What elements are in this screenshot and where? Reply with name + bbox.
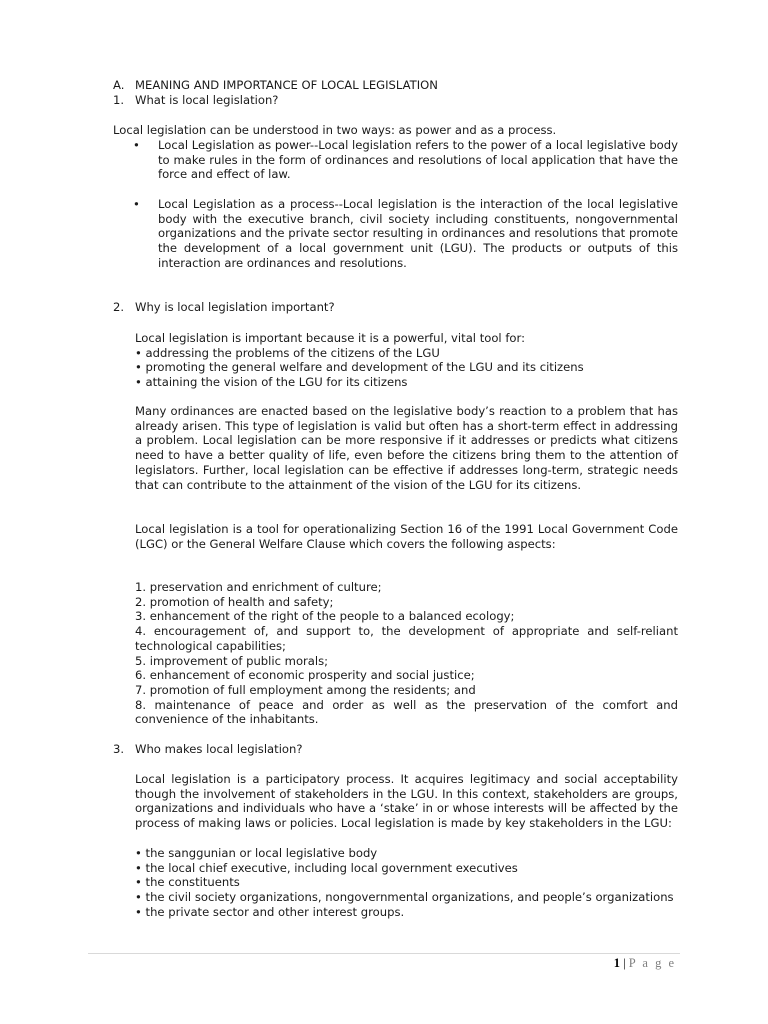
question-2-number: 2.: [113, 300, 125, 314]
question-1-title: What is local legislation?: [135, 93, 279, 107]
q2-paragraph-2: Local legislation is a tool for operationalizing Section 16 of the 1991 Local Government Code (LGC) or the General Welfare Clause which covers the following aspects:: [135, 522, 678, 551]
aspect-item: 7. promotion of full employment among the residents; and: [135, 682, 476, 697]
aspect-item: 8. maintenance of peace and order as well as the preservation of the comfort and convenience of the inhabitants.: [135, 697, 678, 727]
section-a-letter: A.: [113, 78, 125, 92]
q2-intro: Local legislation is important because it is a powerful, vital tool for:: [135, 331, 525, 345]
section-a-heading: [113, 78, 683, 93]
question-3-title: Who makes local legislation?: [135, 742, 303, 756]
q3-stakeholders-list: [135, 846, 678, 920]
q2-item: • promoting the general welfare and development of the LGU and its citizens: [135, 360, 584, 375]
page-separator: |: [623, 956, 626, 970]
stakeholder-item: • the private sector and other interest groups.: [135, 904, 405, 919]
q2-aspects-list: [135, 580, 678, 727]
question-2-heading: [113, 300, 683, 315]
page-number: 1: [613, 956, 621, 970]
aspect-item: 2. promotion of health and safety;: [135, 594, 334, 609]
stakeholder-item: • the civil society organizations, nongovernmental organizations, and people’s organizations: [135, 890, 674, 905]
stakeholder-item: • the local chief executive, including local government executives: [135, 860, 518, 875]
question-1-number: 1.: [113, 93, 125, 107]
aspect-item: 4. encouragement of, and support to, the development of appropriate and self-reliant technological capabilities;: [135, 624, 678, 653]
section-a-title: MEANING AND IMPORTANCE OF LOCAL LEGISLATION: [135, 78, 438, 92]
stakeholder-item: • the sanggunian or local legislative body: [135, 846, 378, 860]
aspect-item: 5. improvement of public morals;: [135, 653, 329, 668]
q2-item: • addressing the problems of the citizens of the LGU: [135, 345, 440, 360]
question-1-heading: [113, 93, 683, 108]
aspect-item: 6. enhancement of economic prosperity and social justice;: [135, 668, 475, 683]
q1-bullet-process: [133, 197, 678, 271]
question-2-title: Why is local legislation important?: [135, 300, 335, 314]
aspect-item: 3. enhancement of the right of the people to a balanced ecology;: [135, 609, 515, 624]
aspect-item: 1. preservation and enrichment of culture;: [135, 580, 382, 594]
q1-bullet-power: [133, 138, 678, 182]
q1-bullet-power-text: Local Legislation as power--Local legislation refers to the power of a local legislative body to make rules in the form of ordinances and resolutions of local application that have the force and effect of law.: [158, 138, 678, 182]
q3-paragraph: Local legislation is a participatory process. It acquires legitimacy and social acceptability though the involvement of stakeholders in the LGU. In this context, stakeholders are groups, organizations and individuals who have a ‘stake’ in or whose interests will be affected by the process of making laws or policies. Local legislation is made by key stakeholders in the LGU:: [135, 772, 678, 831]
bullet-dot: •: [133, 197, 140, 211]
question-3-heading: [113, 742, 683, 757]
bullet-dot: •: [133, 138, 140, 152]
page-label: P a g e: [628, 956, 676, 970]
q1-intro: Local legislation can be understood in two ways: as power and as a process.: [113, 123, 557, 137]
question-3-number: 3.: [113, 742, 125, 756]
footer-divider: [88, 953, 680, 954]
q1-bullet-process-text: Local Legislation as a process--Local legislation is the interaction of the local legislative body with the executive branch, civil society including constituents, nongovernmental organizations and the private sector resulting in ordinances and resolutions that promote the development of a local government unit (LGU). The products or outputs of this interaction are ordinances and resolutions.: [158, 197, 678, 270]
q2-item: • attaining the vision of the LGU for its citizens: [135, 375, 408, 390]
q2-tool-list: [135, 331, 680, 390]
stakeholder-item: • the constituents: [135, 875, 240, 890]
q2-paragraph-1: Many ordinances are enacted based on the legislative body’s reaction to a problem that has already arisen. This type of legislation is valid but often has a short-term effect in addressing a problem. Local legislation can be more responsive if it addresses or predicts what citizens need to have a better quality of life, even before the citizens bring them to the attention of legislators. Further, local legislation can be effective if addresses long-term, strategic needs that can contribute to the attainment of the vision of the LGU for its citizens.: [135, 404, 678, 492]
page-footer: [614, 956, 676, 971]
